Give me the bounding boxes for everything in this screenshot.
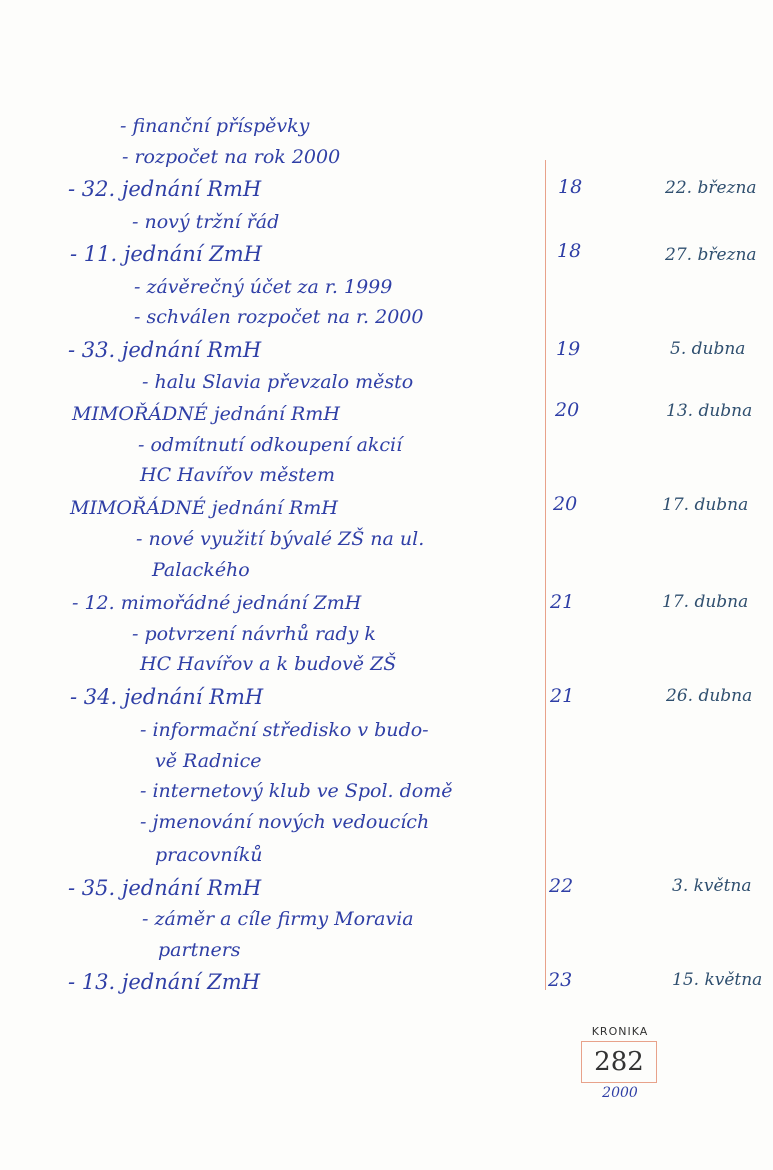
entry-heading: - 12. mimořádné jednání ZmH (72, 592, 362, 614)
entry-text: partners (158, 939, 241, 961)
entry-text: HC Havířov městem (140, 464, 336, 486)
entry-text: - halu Slavia převzalo město (142, 371, 414, 393)
entry-text: - nový tržní řád (132, 211, 280, 233)
entry-text: - nové využití bývalé ZŠ na ul. (136, 528, 425, 550)
entry-date: 5. dubna (670, 339, 746, 359)
entry-text: pracovníků (155, 844, 263, 866)
entry-page: 21 (550, 685, 575, 707)
entry-heading: - 34. jednání RmH (70, 685, 264, 709)
entry-text: - záměr a cíle firmy Moravia (142, 908, 414, 930)
entry-text: - odmítnutí odkoupení akcií (138, 434, 403, 456)
entry-date: 3. května (672, 876, 752, 896)
entry-page: 23 (548, 969, 573, 991)
entry-page: 22 (549, 875, 574, 897)
stamp-year: 2000 (602, 1085, 638, 1101)
entry-date: 22. března (665, 178, 757, 198)
entry-text: - závěrečný účet za r. 1999 (134, 276, 393, 298)
entry-date: 17. dubna (662, 592, 749, 612)
entry-date: 27. března (665, 245, 757, 265)
entry-page: 19 (556, 338, 581, 360)
entry-heading: - 32. jednání RmH (68, 177, 262, 201)
entry-page: 18 (558, 176, 583, 198)
entry-text: - jmenování nových vedoucích (140, 811, 430, 833)
entry-date: 15. května (672, 970, 763, 990)
entry-page: 21 (550, 591, 575, 613)
entry-text: HC Havířov a k budově ZŠ (140, 653, 397, 675)
entry-text: - potvrzení návrhů rady k (132, 623, 376, 645)
entry-text: - schválen rozpočet na r. 2000 (134, 306, 424, 328)
entry-page: 20 (555, 399, 580, 421)
entry-date: 26. dubna (666, 686, 753, 706)
entry-text: - finanční příspěvky (120, 115, 310, 137)
page-number: 282 (594, 1047, 644, 1077)
column-rule (545, 160, 546, 990)
entry-heading: - 13. jednání ZmH (68, 970, 261, 994)
entry-page: 18 (557, 240, 582, 262)
entry-heading: - 11. jednání ZmH (70, 242, 263, 266)
entry-heading: - 35. jednání RmH (68, 876, 262, 900)
entry-text: - internetový klub ve Spol. domě (140, 780, 453, 802)
entry-heading: MIMOŘÁDNÉ jednání RmH (70, 497, 338, 519)
entry-text: - rozpočet na rok 2000 (122, 146, 341, 168)
entry-text: Palackého (152, 559, 250, 581)
entry-date: 17. dubna (662, 495, 749, 515)
entry-text: - informační středisko v budo- (140, 719, 429, 741)
entry-heading: - 33. jednání RmH (68, 338, 262, 362)
entry-text: vě Radnice (155, 750, 262, 772)
entry-heading: MIMOŘÁDNÉ jednání RmH (72, 403, 340, 425)
entry-date: 13. dubna (666, 401, 753, 421)
stamp-label: KRONIKA (591, 1025, 649, 1038)
page-number-stamp (581, 1041, 657, 1083)
entry-page: 20 (553, 493, 578, 515)
